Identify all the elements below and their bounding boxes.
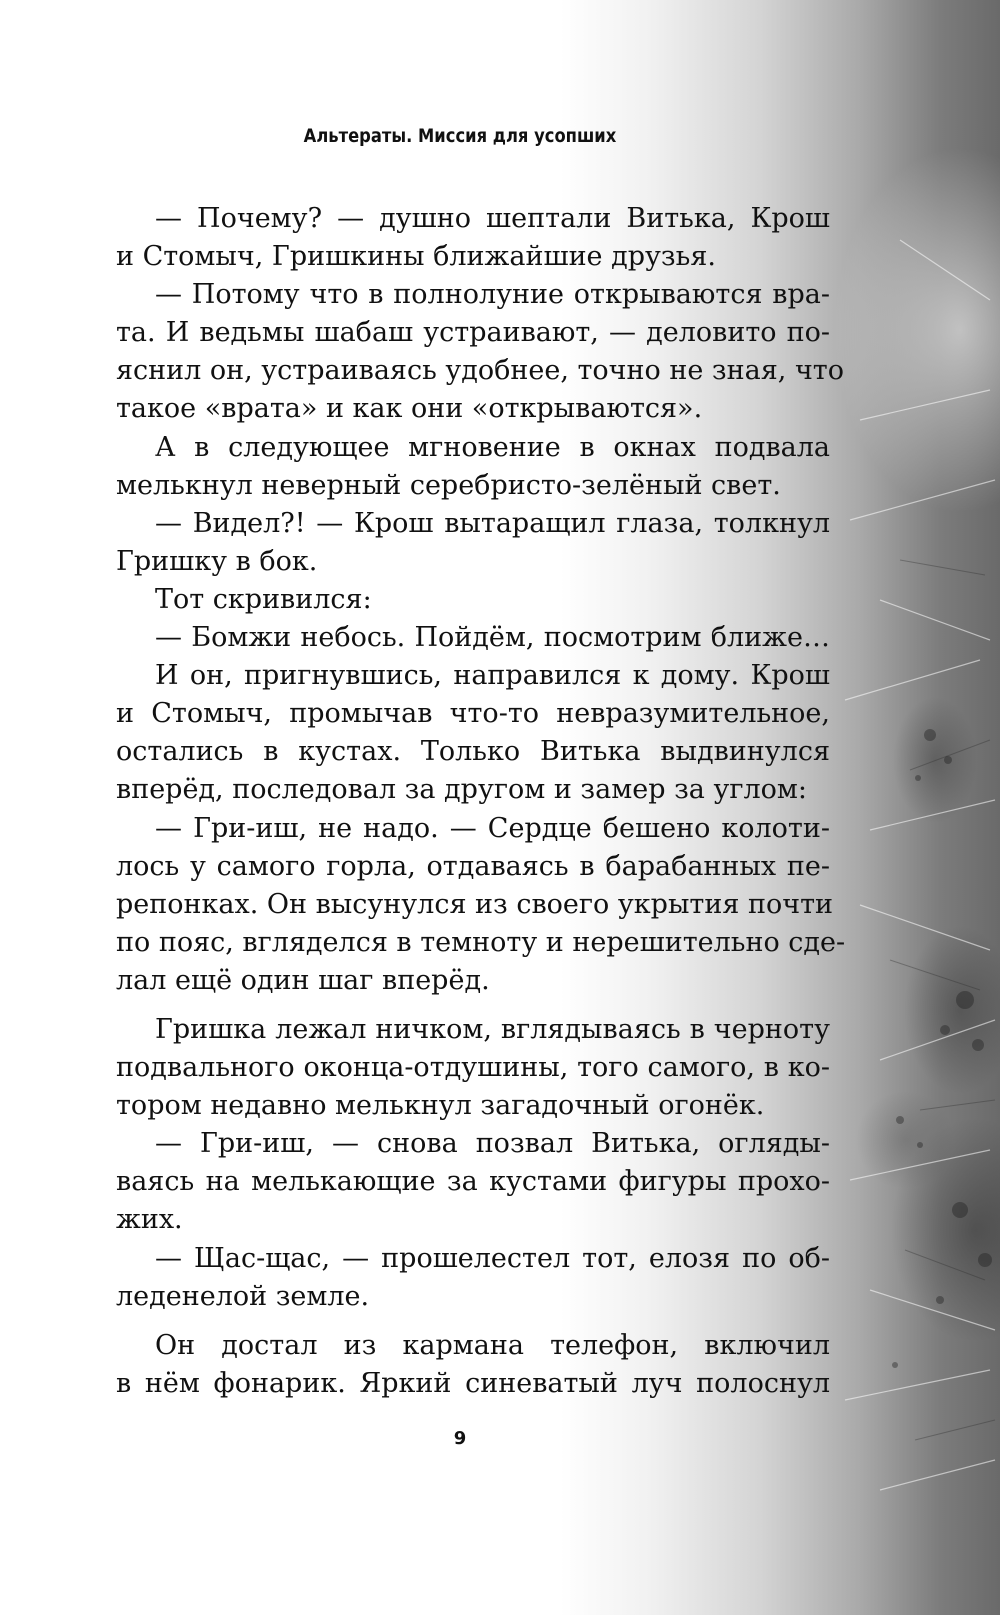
text-line: А в следующее мгновение в окнах подвала (155, 431, 830, 463)
text-line: мелькнул неверный серебристо-зелёный свет. (116, 469, 781, 501)
text-line: остались в кустах. Только Витька выдвинулся (116, 736, 830, 768)
page-number: 9 (453, 1428, 467, 1449)
text-line: — Щас-щас, — прошелестел тот, елозя по об- (155, 1242, 830, 1274)
text-line: по пояс, вгляделся в темноту и нерешительно сде- (116, 926, 846, 958)
text-line: та. И ведьмы шабаш устраивают, — деловито по- (116, 317, 830, 349)
text-line: Гришку в бок. (116, 545, 318, 577)
text-line: тором недавно мелькнул загадочный огонёк. (116, 1090, 765, 1122)
text-line: ваясь на мелькающие за кустами фигуры прохо- (116, 1166, 830, 1198)
text-line: в нём фонарик. Яркий синеватый луч полоснул (116, 1367, 830, 1399)
text-line: — Потому что в полнолуние открываются вра- (155, 279, 830, 311)
text-line: такое «врата» и как они «открываются». (116, 393, 703, 425)
running-head: Альтераты. Миссия для усопших (303, 125, 617, 147)
text-line: — Почему? — душно шептали Витька, Крош (155, 203, 830, 234)
text-line: — Гри-иш, — снова позвал Витька, огляды- (155, 1128, 830, 1160)
text-line: жих. (116, 1204, 183, 1236)
text-line: репонках. Он высунулся из своего укрытия почти (116, 888, 834, 920)
text-line: вперёд, последовал за другом и замер за углом: (116, 774, 808, 806)
text-line: Он достал из кармана телефон, включил (155, 1329, 830, 1361)
text-line: — Видел?! — Крош вытаращил глаза, толкнул (155, 507, 830, 539)
text-line: — Бомжи небось. Пойдём, посмотрим ближе… (155, 622, 830, 654)
text-line: лось у самого горла, отдаваясь в барабанных пе- (116, 850, 830, 882)
text-line: И он, пригнувшись, направился к дому. Крош (155, 660, 830, 692)
text-line: Тот скривился: (155, 583, 372, 615)
text-line: подвального оконца-отдушины, того самого, в ко- (116, 1052, 830, 1084)
text-line: леденелой земле. (116, 1280, 370, 1312)
text-line: — Гри-иш, не надо. — Сердце бешено колоти- (155, 812, 830, 844)
text-line: и Стомыч, промычав что-то невразумительное, (116, 698, 830, 730)
text-line: и Стомыч, Гришкины ближайшие друзья. (116, 241, 716, 273)
text-line: лал ещё один шаг вперёд. (116, 964, 490, 996)
text-line: яснил он, устраиваясь удобнее, точно не зная, что (116, 355, 844, 387)
text-line: Гришка лежал ничком, вглядываясь в черноту (155, 1013, 830, 1045)
body-text (116, 200, 846, 1403)
